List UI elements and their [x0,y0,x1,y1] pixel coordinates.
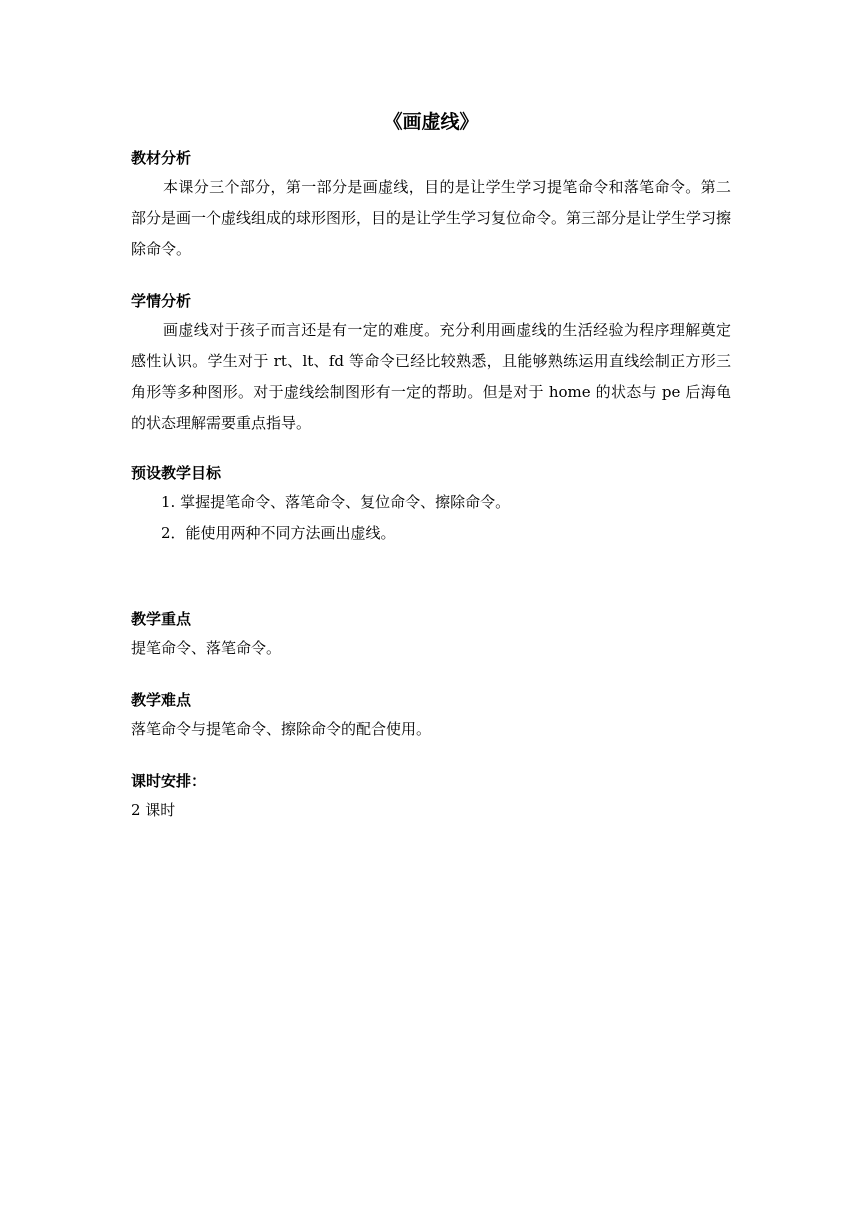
section-heading-key-points: 教学重点 [131,610,192,628]
section-difficulties [131,686,731,745]
spacer [131,549,731,605]
section-key-points [131,605,731,664]
spacer [131,664,731,686]
objectives-list [131,487,731,549]
spacer [131,439,731,459]
document-title: 《画虚线》 [383,111,479,133]
section-heading-material-analysis: 教材分析 [131,149,192,167]
schedule-text: 2 课时 [131,801,176,819]
section-schedule [131,767,731,826]
section-heading-difficulties: 教学难点 [131,691,192,709]
section-heading-teaching-objectives: 预设教学目标 [131,464,222,482]
document-page [131,108,731,826]
section-student-analysis [131,287,731,439]
student-analysis-text: 画虚线对于孩子而言还是有一定的难度。充分利用画虚线的生活经验为程序理解奠定感性认识。学生对于 rt、lt、fd 等命令已经比较熟悉，且能够熟练运用直线绘制正方形三角形等多种图形。对于虚线绘制图形有一定的帮助。但是对于 home 的状态与 pe 后海龟的状态理解需要重点指导。 [131,321,731,432]
section-material-analysis [131,144,731,265]
section-heading-schedule: 课时安排： [131,772,207,790]
objective-item-2: 2．能使用两种不同方法画出虚线。 [161,524,396,542]
difficulties-text: 落笔命令与提笔命令、擦除命令的配合使用。 [131,720,432,738]
material-analysis-text: 本课分三个部分，第一部分是画虚线，目的是让学生学习提笔命令和落笔命令。第二部分是画一个虚线组成的球形图形，目的是让学生学习复位命令。第三部分是让学生学习擦除命令。 [131,178,732,258]
spacer [131,265,731,287]
section-teaching-objectives [131,459,731,549]
objective-item-1: 1. 掌握提笔命令、落笔命令、复位命令、擦除命令。 [161,493,511,511]
spacer [131,745,731,767]
key-points-text: 提笔命令、落笔命令。 [131,639,282,657]
section-heading-student-analysis: 学情分析 [131,292,192,310]
